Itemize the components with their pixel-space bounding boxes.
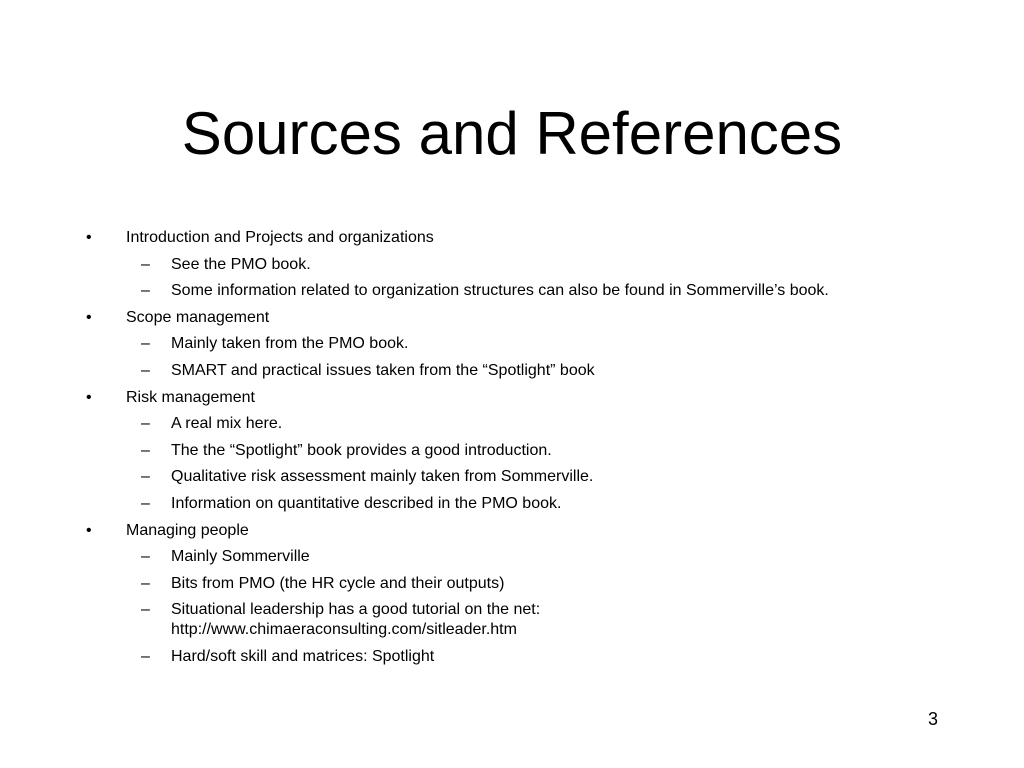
sub-item-text: A real mix here. — [171, 415, 283, 433]
dash-marker: – — [141, 255, 150, 273]
bullet-item — [86, 228, 986, 301]
sub-item-text: Qualitative risk assessment mainly taken from Sommerville. — [171, 468, 594, 486]
dash-marker: – — [141, 647, 150, 665]
dash-marker: – — [141, 494, 150, 512]
bullet-label: Scope management — [126, 308, 270, 326]
sub-item — [126, 467, 986, 487]
sub-item — [126, 255, 986, 275]
bullet-label: Risk management — [126, 388, 255, 406]
sub-item-text: Information on quantitative described in the PMO book. — [171, 494, 562, 512]
sub-item — [126, 547, 986, 567]
sub-item-text: Mainly taken from the PMO book. — [171, 335, 409, 353]
dash-marker: – — [141, 441, 150, 459]
sub-item-text: Bits from PMO (the HR cycle and their outputs) — [171, 574, 505, 592]
bullet-item — [86, 388, 986, 514]
sub-list — [126, 255, 986, 302]
dash-marker: – — [141, 548, 150, 566]
bullet-marker: • — [86, 388, 92, 406]
dash-marker: – — [141, 415, 150, 433]
dash-marker: – — [141, 282, 150, 300]
dash-marker: – — [141, 601, 150, 619]
sub-item-text: Mainly Sommerville — [171, 548, 310, 566]
sub-item — [126, 334, 986, 354]
bullet-label: Managing people — [126, 521, 249, 539]
bullet-item — [86, 521, 986, 667]
sub-item — [126, 441, 986, 461]
sub-list — [126, 547, 986, 667]
sub-item — [126, 574, 986, 594]
page-number: 3 — [927, 709, 938, 729]
sub-item-text: Some information related to organization structures can also be found in Sommerville’s book. — [171, 282, 829, 300]
sub-item — [126, 494, 986, 514]
sub-item — [126, 361, 986, 381]
sub-item — [126, 600, 986, 640]
dash-marker: – — [141, 335, 150, 353]
bullet-marker: • — [86, 229, 92, 246]
sub-item-text: SMART and practical issues taken from the “Spotlight” book — [171, 361, 595, 379]
sub-item — [126, 647, 986, 667]
sub-item — [126, 281, 986, 301]
sub-item-text: The the “Spotlight” book provides a good introduction. — [171, 441, 552, 459]
sub-item-text-continued: http://www.chimaeraconsulting.com/sitleader.htm — [171, 621, 517, 639]
dash-marker: – — [141, 468, 150, 486]
sub-item — [126, 414, 986, 434]
slide-title: Sources and References — [181, 100, 843, 167]
sub-list — [126, 334, 986, 381]
bullet-item — [86, 308, 986, 381]
dash-marker: – — [141, 361, 150, 379]
sub-item-text: Situational leadership has a good tutorial on the net: — [171, 601, 541, 619]
bullet-marker: • — [86, 308, 92, 326]
sub-list — [126, 414, 986, 514]
bullet-marker: • — [86, 521, 92, 539]
sub-item-text: See the PMO book. — [171, 255, 311, 273]
sub-item-text: Hard/soft skill and matrices: Spotlight — [171, 647, 435, 665]
dash-marker: – — [141, 574, 150, 592]
bullet-label: Introduction and Projects and organizations — [126, 229, 434, 246]
bullet-list — [86, 228, 986, 674]
